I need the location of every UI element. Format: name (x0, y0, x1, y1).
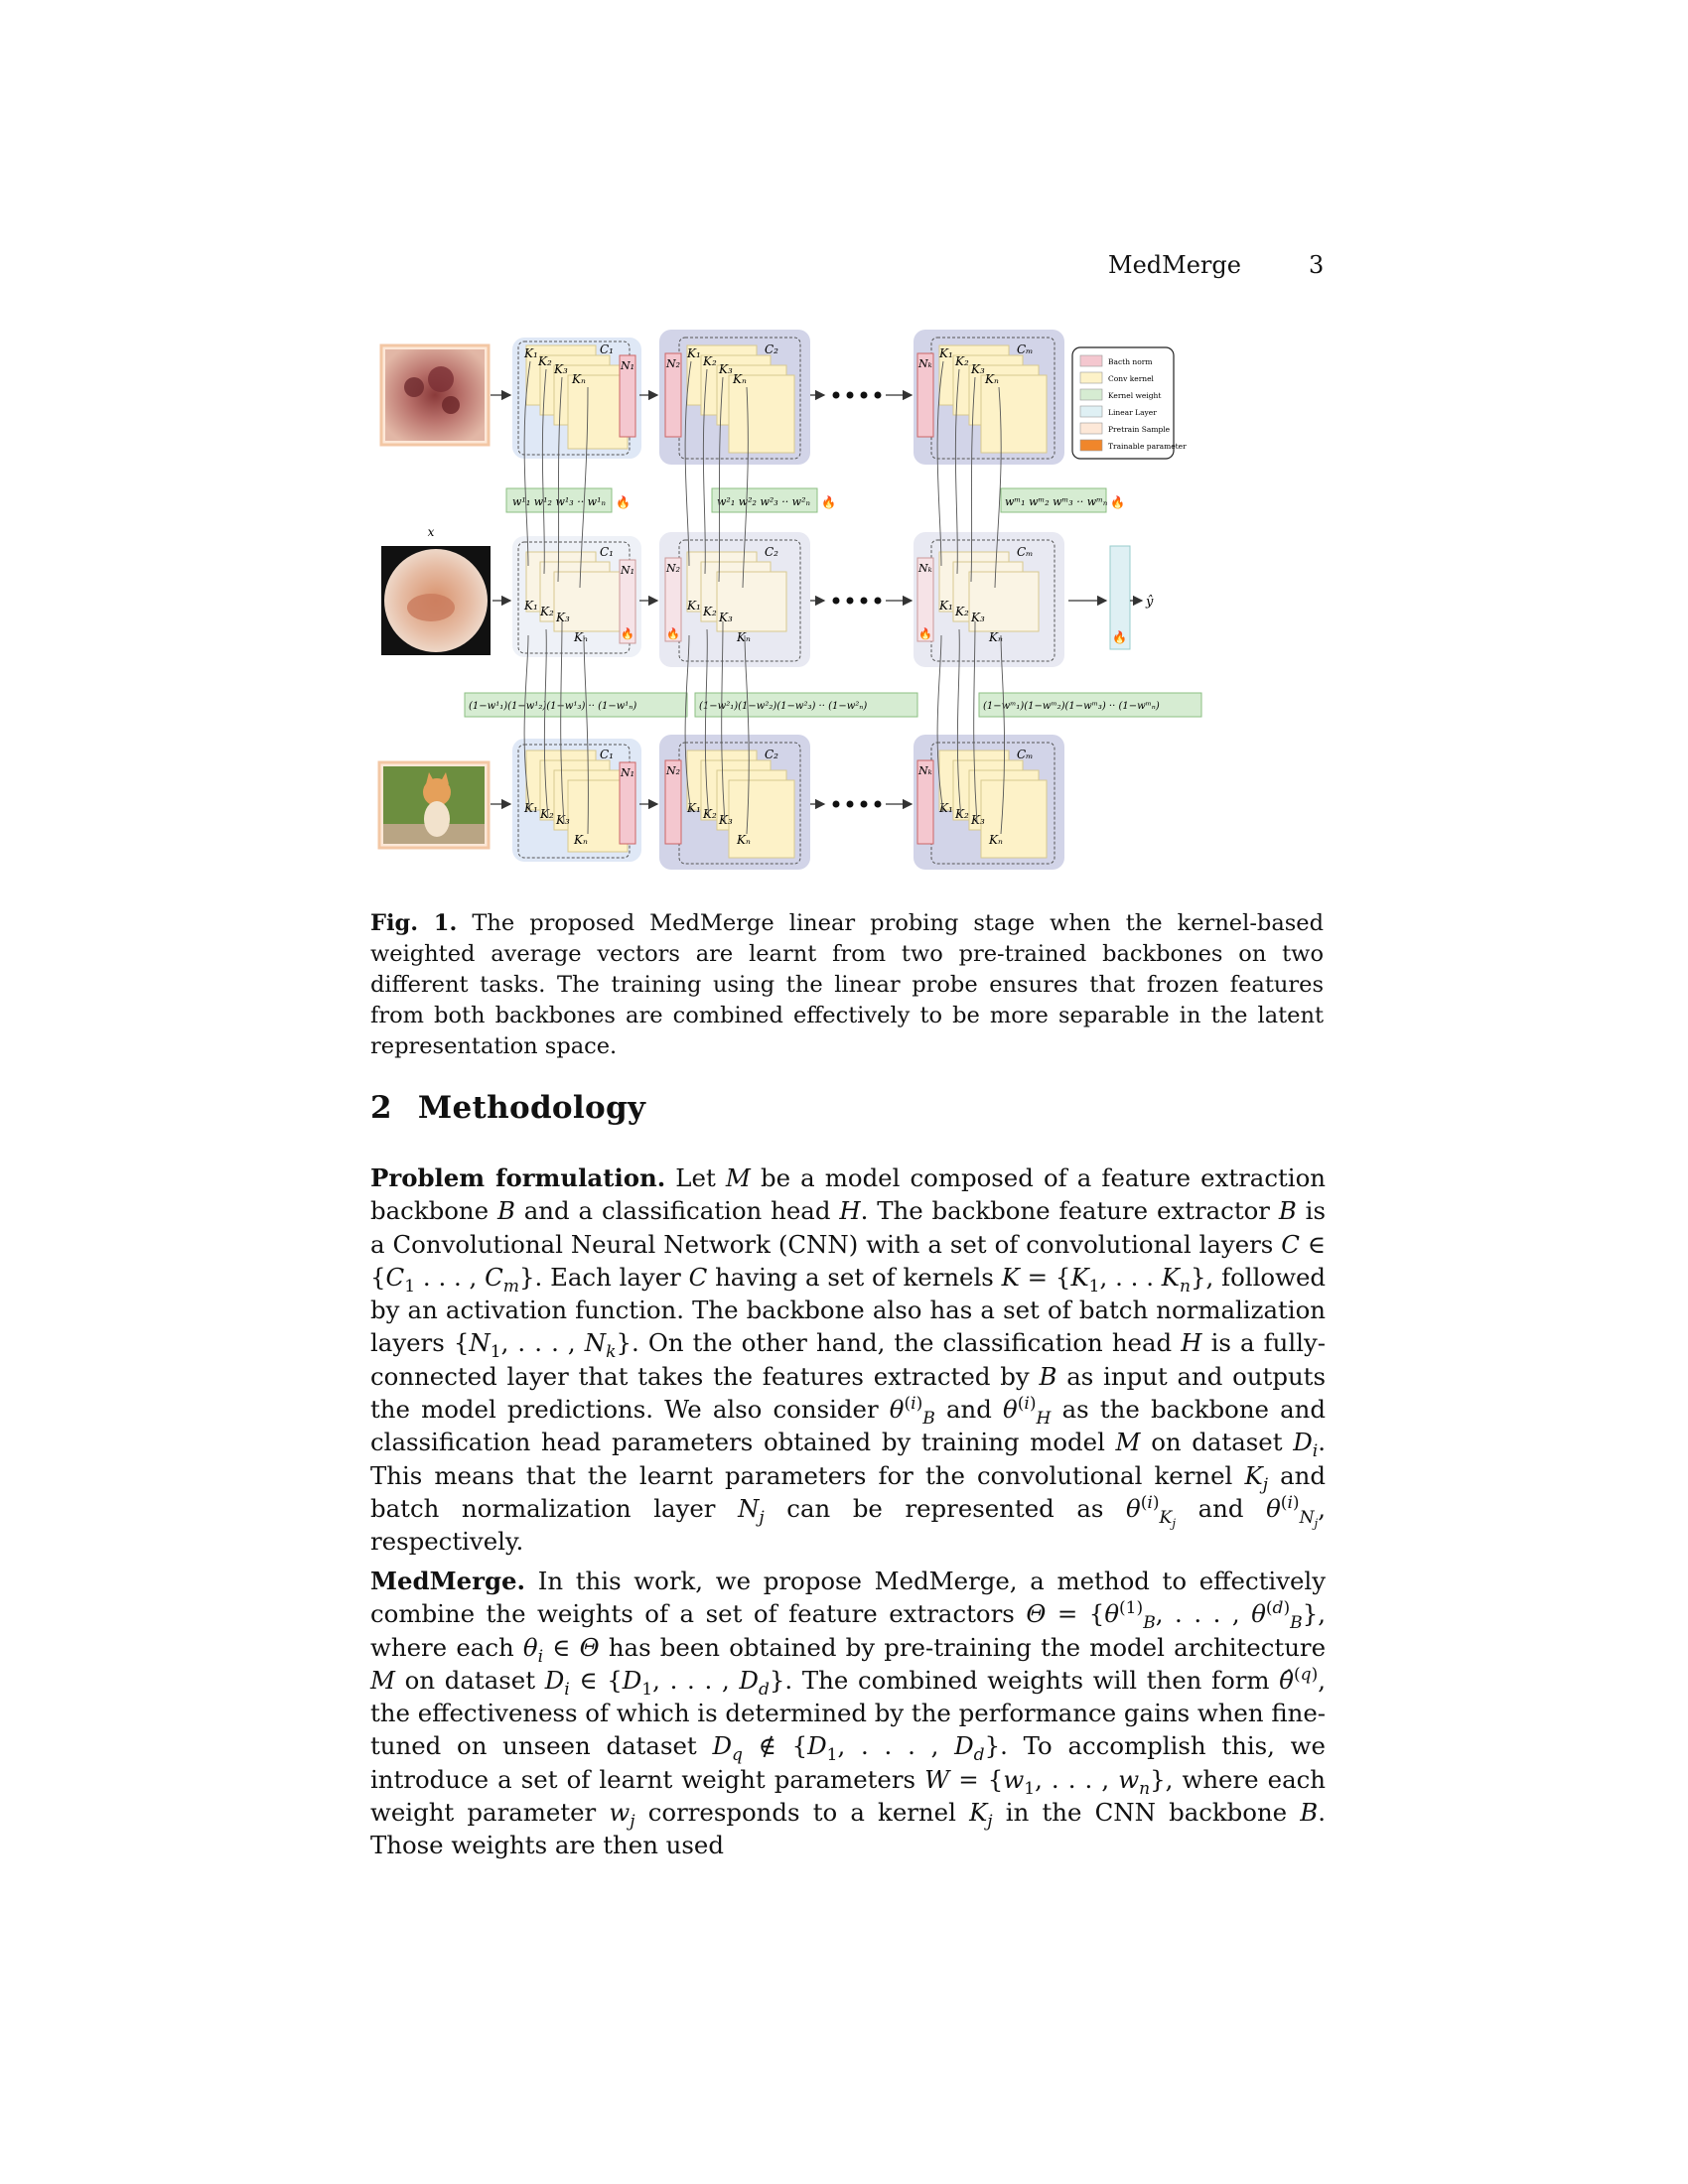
legend-swatch (1080, 423, 1102, 434)
weight-vector-row-2 (465, 693, 1201, 717)
svg-text:K₂: K₂ (703, 605, 717, 618)
svg-text:Kₙ: Kₙ (985, 372, 999, 386)
paragraph-medmerge: MedMerge. In this work, we propose MedMerge, a method to effectively combine the weights of a set of feature extractors $\Theta = \{\theta^{(1)}_B$, . . . , $\theta^{(d)}_B$}, where each $\theta_i$ ∈ Θ has been obtained by pre-training the model architecture M on dataset $D_i$ ∈ {$D_1$, . . . , $D_d$}. The combined weights will then form θ̂$^{(q)}$, the effectiveness of which is determined by the performance gains when fine-tuned on unseen dataset $D_q$ ∉ {$D_1$, . . . , $D_d$}. To accomplish this, we introduce a set of learnt weight parameters $W = \{w_1$, . . . , $w_n$}, where each weight parameter $w_j$ corresponds to a kernel $K_j$ in the CNN backbone B. Those weights are then used (370, 1567, 1327, 1860)
svg-text:w¹₁ w¹₂ w¹₃ ·· w¹ₙ: w¹₁ w¹₂ w¹₃ ·· w¹ₙ (512, 495, 606, 508)
svg-text:N₂: N₂ (666, 562, 681, 575)
svg-text:Kₙ: Kₙ (989, 833, 1003, 847)
legend-swatch (1080, 440, 1102, 451)
legend-swatch (1080, 389, 1102, 400)
weight-vector-row-1 (506, 488, 1125, 512)
section-title: Methodology (417, 1090, 646, 1126)
svg-text:K₃: K₃ (719, 813, 733, 827)
svg-text:🔥: 🔥 (918, 627, 932, 640)
svg-text:Kₙ: Kₙ (989, 630, 1003, 644)
svg-text:K₃: K₃ (556, 611, 570, 624)
svg-text:Nₖ: Nₖ (918, 357, 932, 370)
svg-text:K₁: K₁ (939, 801, 953, 815)
svg-text:K₁: K₁ (939, 599, 953, 613)
svg-text:Kₙ: Kₙ (737, 833, 751, 847)
svg-text:N₁: N₁ (621, 766, 635, 779)
svg-text:(1−w²₁)(1−w²₂)(1−w²₃) ·· (1−w²: (1−w²₁)(1−w²₂)(1−w²₃) ·· (1−w²ₙ) (699, 701, 868, 712)
svg-text:Nₖ: Nₖ (918, 764, 932, 777)
svg-text:K₂: K₂ (703, 354, 717, 368)
svg-text:🔥: 🔥 (821, 495, 836, 509)
svg-text:C₂: C₂ (765, 545, 778, 559)
svg-text:C₂: C₂ (765, 342, 778, 356)
row-1-backbone (512, 330, 1064, 465)
problem-formulation-heading: Problem formulation. (370, 1163, 666, 1192)
section-number: 2 (370, 1090, 392, 1126)
legend-swatch (1080, 355, 1102, 366)
legend-label: Linear Layer (1108, 408, 1157, 417)
page-number: 3 (1309, 251, 1325, 279)
svg-text:(1−w¹₁)(1−w¹₂)(1−w¹₃) ·· (1−w¹: (1−w¹₁)(1−w¹₂)(1−w¹₃) ·· (1−w¹ₙ) (469, 701, 637, 712)
legend-swatch (1080, 406, 1102, 417)
svg-text:K₁: K₁ (524, 346, 538, 360)
figure-1 (369, 318, 1293, 884)
svg-text:K₂: K₂ (540, 807, 554, 821)
svg-text:C₁: C₁ (600, 342, 614, 356)
svg-text:Kₙ: Kₙ (733, 372, 747, 386)
svg-text:K₂: K₂ (955, 807, 969, 821)
svg-text:K₂: K₂ (955, 605, 969, 618)
svg-text:Kₙ: Kₙ (737, 630, 751, 644)
svg-text:K₃: K₃ (971, 813, 985, 827)
legend-label: Trainable parameter (1108, 442, 1187, 451)
legend-label: Bacth norm (1108, 357, 1153, 366)
svg-text:K₁: K₁ (524, 801, 538, 815)
svg-text:K₁: K₁ (687, 599, 701, 613)
svg-text:C₁: C₁ (600, 545, 614, 559)
svg-text:Kₙ: Kₙ (572, 372, 586, 386)
svg-text:🔥: 🔥 (616, 495, 631, 509)
row-2-merged-backbone (512, 532, 1154, 667)
svg-text:K₃: K₃ (971, 611, 985, 624)
svg-text:K₃: K₃ (554, 362, 568, 376)
svg-text:w²₁ w²₂ w²₃ ·· w²ₙ: w²₁ w²₂ w²₃ ·· w²ₙ (717, 495, 810, 508)
caption-text: The proposed MedMerge linear probing stage when the kernel-based weighted average vectors are learnt from two pre-trained backbones on two different tasks. The training using the linear probe ensures that frozen features from both backbones are combined effectively to be more separable in the latent representation space. (370, 910, 1325, 1059)
svg-text:Cₘ: Cₘ (1017, 545, 1034, 559)
svg-text:Nₖ: Nₖ (918, 562, 932, 575)
svg-text:K₃: K₃ (719, 611, 733, 624)
figure-caption (370, 908, 1324, 1062)
svg-text:🔥: 🔥 (666, 627, 680, 640)
svg-text:K₁: K₁ (687, 346, 701, 360)
input-arrows (491, 395, 510, 804)
svg-text:K₂: K₂ (703, 807, 717, 821)
svg-text:C₁: C₁ (600, 748, 614, 761)
output-label: ŷ (1146, 595, 1154, 610)
svg-text:🔥: 🔥 (1110, 495, 1125, 509)
svg-text:K₃: K₃ (719, 362, 733, 376)
legend (1072, 347, 1187, 459)
input-skin-image (381, 525, 491, 655)
svg-text:🔥: 🔥 (621, 627, 634, 640)
legend-swatch (1080, 372, 1102, 383)
svg-text:N₁: N₁ (621, 564, 635, 577)
input-label: x (427, 525, 435, 539)
caption-label: Fig. 1. (370, 910, 458, 936)
legend-label: Conv kernel (1108, 374, 1154, 383)
svg-text:🔥: 🔥 (1112, 630, 1127, 644)
svg-text:K₁: K₁ (687, 801, 701, 815)
row-3-backbone (512, 735, 1064, 870)
svg-text:N₁: N₁ (621, 359, 635, 372)
running-title: MedMerge (1108, 251, 1241, 279)
section-heading (370, 1090, 645, 1126)
svg-text:K₂: K₂ (540, 605, 554, 618)
svg-text:K₃: K₃ (971, 362, 985, 376)
svg-text:Cₘ: Cₘ (1017, 342, 1034, 356)
svg-text:K₁: K₁ (939, 346, 953, 360)
svg-text:(1−wᵐ₁)(1−wᵐ₂)(1−wᵐ₃) ·· (1−wᵐ: (1−wᵐ₁)(1−wᵐ₂)(1−wᵐ₃) ·· (1−wᵐₙ) (983, 701, 1160, 712)
svg-text:K₃: K₃ (556, 813, 570, 827)
svg-text:Cₘ: Cₘ (1017, 748, 1034, 761)
medmerge-heading: MedMerge. (370, 1567, 526, 1595)
svg-text:Kₙ: Kₙ (574, 833, 588, 847)
legend-label: Pretrain Sample (1108, 425, 1171, 434)
paragraph-problem-formulation: Problem formulation. Let M be a model composed of a feature extraction backbone B and a classification head H. The backbone feature extractor B is a Convolutional Neural Network (CNN) with a set of convolutional layers C ∈ {$C_1$ . . . , $C_m$}. Each layer C having a set of kernels $K = \{K_1$, . . . $K_n$}, followed by an activation function. The backbone also has a set of batch normalization layers {$N_1$, . . . , $N_k$}. On the other hand, the classification head H is a fully-connected layer that takes the features extracted by B as input and outputs the model predictions. We also consider $\theta^{(i)}_B$ and $\theta^{(i)}_H$ as the backbone and classification head parameters obtained by training model M on dataset $D_i$. This means that the learnt parameters for the convolutional kernel $K_j$ and batch normalization layer $N_j$ can be represented as $\theta^{(i)}_{K_j}$ and $\theta^{(i)}_{N_j}$, respectively. (370, 1163, 1327, 1557)
svg-text:Kₙ: Kₙ (574, 630, 588, 644)
legend-label: Kernel weight (1108, 391, 1162, 400)
svg-text:N₂: N₂ (666, 357, 681, 370)
pretrain-sample-cat-image (379, 762, 489, 848)
svg-text:C₂: C₂ (765, 748, 778, 761)
svg-text:wᵐ₁ wᵐ₂ wᵐ₃ ·· wᵐₙ: wᵐ₁ wᵐ₂ wᵐ₃ ·· wᵐₙ (1005, 495, 1108, 508)
svg-text:K₁: K₁ (524, 599, 538, 613)
svg-text:N₂: N₂ (666, 764, 681, 777)
pretrain-sample-skin-image (381, 345, 489, 445)
svg-text:K₂: K₂ (538, 354, 552, 368)
svg-text:K₂: K₂ (955, 354, 969, 368)
